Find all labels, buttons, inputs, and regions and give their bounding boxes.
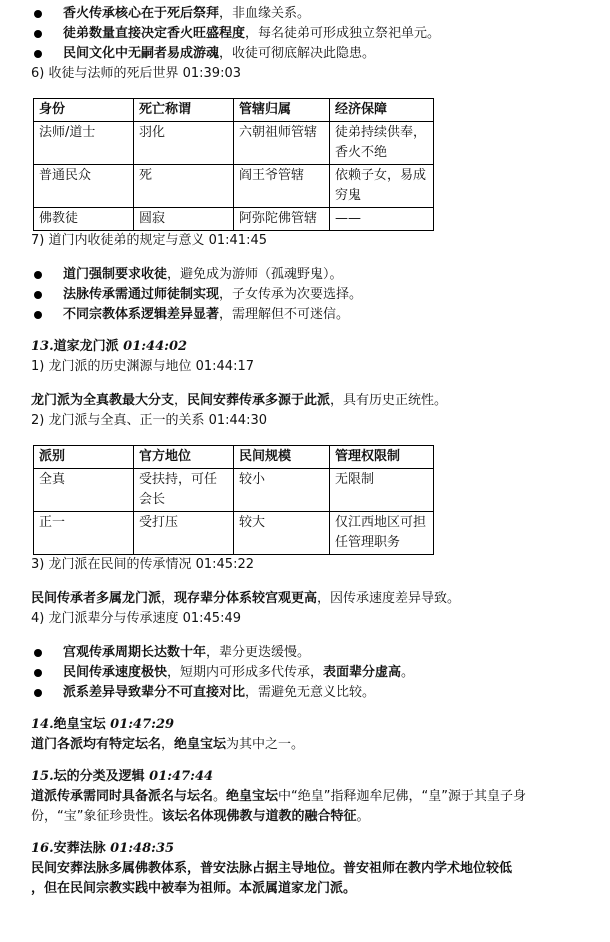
afterlife-table bbox=[33, 98, 434, 231]
table-header-cell: 派别 bbox=[34, 446, 134, 469]
section-title-13: 13.道家龙门派 01:44:02 bbox=[31, 339, 188, 354]
table-cell: 较大 bbox=[234, 512, 330, 555]
list-item: 道门强制要求收徒，避免成为游师（孤魂野鬼）。 bbox=[31, 265, 580, 285]
table-header-cell: 管辖归属 bbox=[234, 99, 330, 122]
bullet-list-disciples bbox=[31, 265, 580, 325]
paragraph-altar-logic: 道派传承需同时具备派名与坛名。绝皇宝坛中“绝皇”指释迦牟尼佛，“皇”源于其皇子身份，“宝”象征珍贵性。该坛名体现佛教与道教的融合特征。 bbox=[31, 789, 526, 824]
table-cell: 死 bbox=[134, 165, 234, 208]
subheading-13-2: 2) 龙门派与全真、正一的关系 01:44:30 bbox=[31, 413, 267, 428]
table-cell: —— bbox=[330, 208, 434, 231]
bullet-list-incense bbox=[31, 4, 580, 64]
table-header-cell: 民间规模 bbox=[234, 446, 330, 469]
table-header-cell: 官方地位 bbox=[134, 446, 234, 469]
table-cell: 正一 bbox=[34, 512, 134, 555]
section-title-14: 14.绝皇宝坛 01:47:29 bbox=[31, 717, 175, 732]
table-header-row bbox=[34, 99, 434, 122]
table-cell: 依赖子女，易成穷鬼 bbox=[330, 165, 434, 208]
table-cell: 受扶持，可任会长 bbox=[134, 469, 234, 512]
subheading-7: 7) 道门内收徒弟的规定与意义 01:41:45 bbox=[31, 233, 267, 248]
list-item: 派系差异导致辈分不可直接对比，需避免无意义比较。 bbox=[31, 683, 580, 703]
table-cell: 六朝祖师管辖 bbox=[234, 122, 330, 165]
table-cell: 法师/道士 bbox=[34, 122, 134, 165]
table-cell: 仅江西地区可担任管理职务 bbox=[330, 512, 434, 555]
table-row bbox=[34, 208, 434, 231]
table-cell: 佛教徒 bbox=[34, 208, 134, 231]
table-cell: 全真 bbox=[34, 469, 134, 512]
paragraph-longmen-origin: 龙门派为全真教最大分支，民间安葬传承多源于此派，具有历史正统性。 bbox=[31, 393, 448, 408]
list-item: 不同宗教体系逻辑差异显著，需理解但不可迷信。 bbox=[31, 305, 580, 325]
table-cell: 普通民众 bbox=[34, 165, 134, 208]
table-row bbox=[34, 512, 434, 555]
table-row bbox=[34, 122, 434, 165]
subheading-13-4: 4) 龙门派辈分与传承速度 01:45:49 bbox=[31, 611, 241, 626]
list-item: 宫观传承周期长达数十年，辈分更迭缓慢。 bbox=[31, 643, 580, 663]
paragraph-altar-name: 道门各派均有特定坛名，绝皇宝坛为其中之一。 bbox=[31, 737, 305, 752]
list-item: 法脉传承需通过师徒制实现，子女传承为次要选择。 bbox=[31, 285, 580, 305]
paragraph-longmen-folk: 民间传承者多属龙门派，现存辈分体系较宫观更高，因传承速度差异导致。 bbox=[31, 591, 461, 606]
table-row bbox=[34, 165, 434, 208]
table-header-row bbox=[34, 446, 434, 469]
table-cell: 阎王爷管辖 bbox=[234, 165, 330, 208]
table-cell: 阿弥陀佛管辖 bbox=[234, 208, 330, 231]
list-item: 民间文化中无嗣者易成游魂，收徒可彻底解决此隐患。 bbox=[31, 44, 580, 64]
list-item: 民间传承速度极快，短期内可形成多代传承，表面辈分虚高。 bbox=[31, 663, 580, 683]
paragraph-burial-lineage: 民间安葬法脉多属佛教体系，普安法脉占据主导地位。普安祖师在教内学术地位较低 ，但在民间宗教实践中被奉为祖师。本派属道家龙门派。 bbox=[31, 861, 513, 896]
table-row bbox=[34, 469, 434, 512]
table-cell: 徒弟持续供奉，香火不绝 bbox=[330, 122, 434, 165]
subheading-6: 6) 收徒与法师的死后世界 01:39:03 bbox=[31, 66, 241, 81]
sect-relation-table bbox=[33, 445, 434, 555]
table-cell: 圆寂 bbox=[134, 208, 234, 231]
section-title-16: 16.安葬法脉 01:48:35 bbox=[31, 841, 175, 856]
table-header-cell: 管理权限制 bbox=[330, 446, 434, 469]
table-cell: 羽化 bbox=[134, 122, 234, 165]
table-cell: 较小 bbox=[234, 469, 330, 512]
subheading-13-3: 3) 龙门派在民间的传承情况 01:45:22 bbox=[31, 557, 254, 572]
table-header-cell: 经济保障 bbox=[330, 99, 434, 122]
subheading-13-1: 1) 龙门派的历史渊源与地位 01:44:17 bbox=[31, 359, 254, 374]
table-cell: 无限制 bbox=[330, 469, 434, 512]
list-item: 香火传承核心在于死后祭拜，非血缘关系。 bbox=[31, 4, 580, 24]
table-cell: 受打压 bbox=[134, 512, 234, 555]
section-title-15: 15.坛的分类及逻辑 01:47:44 bbox=[31, 769, 214, 784]
table-header-cell: 身份 bbox=[34, 99, 134, 122]
bullet-list-generations bbox=[31, 643, 580, 703]
table-header-cell: 死亡称谓 bbox=[134, 99, 234, 122]
list-item: 徒弟数量直接决定香火旺盛程度，每名徒弟可形成独立祭祀单元。 bbox=[31, 24, 580, 44]
